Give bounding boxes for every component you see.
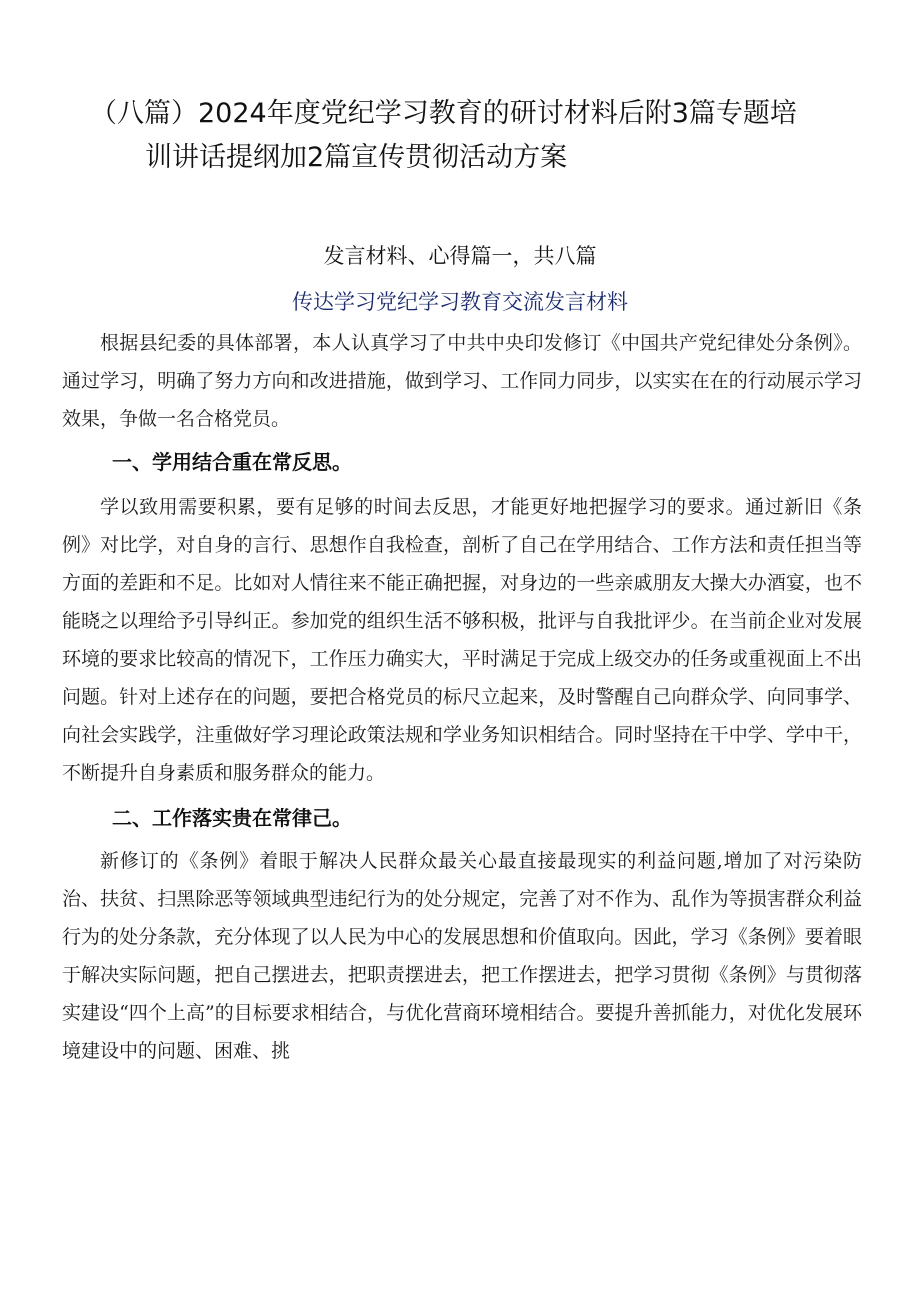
document-title (90, 92, 860, 180)
section-paragraph-2: 新修订的《条例》着眼于解决人民群众最关心最直接最现实的利益问题,增加了对污染防治、扶贫、扫黑除恶等领域典型违纪行为的处分规定，完善了对不作为、乱作为等损害群众利益行为的处分条款，充分体现了以人民为中心的发展思想和价值取向。因此，学习《条例》要着眼于解决实际问题，把自己摆进去，把职责摆进去，把工作摆进去，把学习贯彻《条例》与贯彻落实建设“四个上高”的目标要求相结合，与优化营商环境相结合。要提升善抓能力，对优化发展环境建设中的问题、困难、挑 (62, 850, 862, 1062)
section-heading-1: 一、学用结合重在常反思。 (112, 450, 352, 474)
document-title-line-2: 训讲话提纲加2篇宣传贯彻活动方案 (145, 142, 568, 173)
document-title-line-1: （八篇）2024年度党纪学习教育的研讨材料后附3篇专题培 (90, 98, 797, 129)
article-title: 传达学习党纪学习教育交流发言材料 (292, 290, 628, 314)
section-heading-2: 二、工作落实贵在常律己。 (112, 806, 352, 830)
intro-paragraph: 根据县纪委的具体部署，本人认真学习了中共中央印发修订《中国共产党纪律处分条例》。通过学习，明确了努力方向和改进措施，做到学习、工作同力同步，以实实在在的行动展示学习效果，争做一名合格党员。 (62, 332, 862, 430)
document-subtitle: 发言材料、心得篇一，共八篇 (323, 244, 597, 268)
article-body (62, 324, 862, 1070)
section-paragraph-1: 学以致用需要积累，要有足够的时间去反思，才能更好地把握学习的要求。通过新旧《条例》对比学，对自身的言行、思想作自我检查，剖析了自己在学用结合、工作方法和责任担当等方面的差距和不足。比如对人情往来不能正确把握，对身边的一些亲戚朋友大操大办酒宴，也不能晓之以理给予引导纠正。参加党的组织生活不够积极，批评与自我批评少。在当前企业对发展环境的要求比较高的情况下，工作压力确实大，平时满足于完成上级交办的任务或重视面上不出问题。针对上述存在的问题，要把合格党员的标尺立起来，及时警醒自己向群众学、向同事学、向社会实践学，注重做好学习理论政策法规和学业务知识相结合。同时坚持在干中学、学中干，不断提升自身素质和服务群众的能力。 (62, 496, 862, 784)
